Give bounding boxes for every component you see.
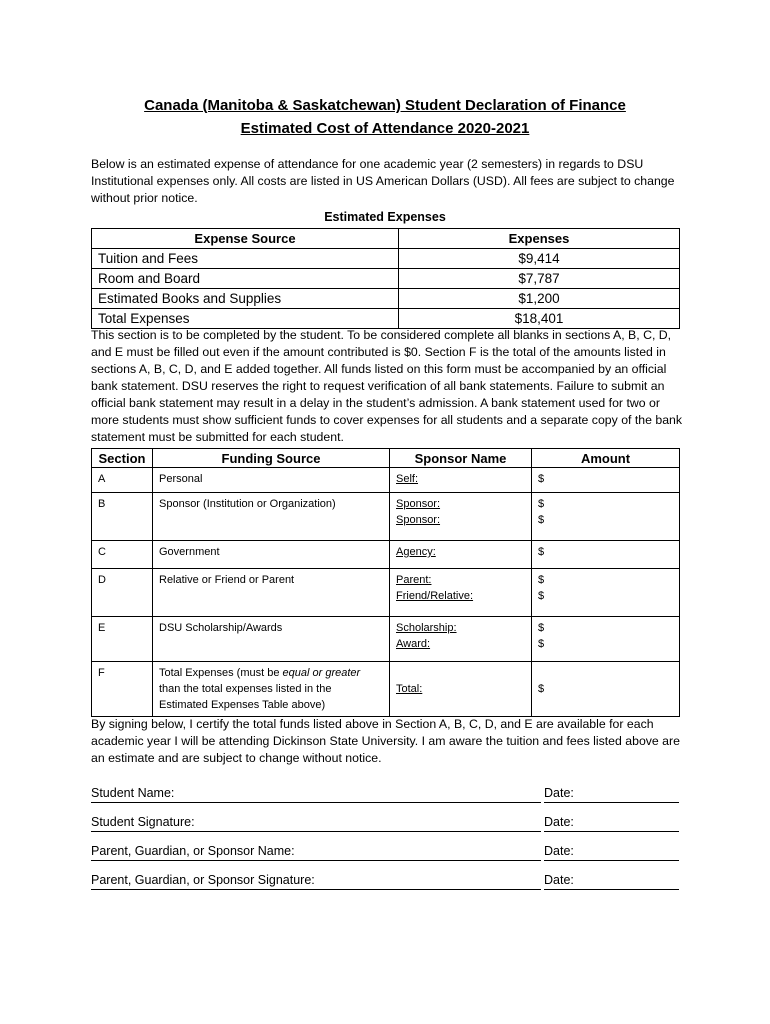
section-letter: C [92,541,153,569]
expense-source: Estimated Books and Supplies [92,289,399,309]
funding-source: Personal [153,468,390,493]
table-row [92,617,680,662]
amount-field[interactable]: $ [538,514,545,526]
award-field[interactable]: Award: [396,638,431,650]
section-letter: E [92,617,153,662]
expense-amount: $7,787 [399,269,680,289]
student-signature-label: Student Signature: [91,815,195,829]
date-field[interactable] [544,860,679,861]
funding-header-row [92,449,680,468]
document-title: Canada (Manitoba & Saskatchewan) Student Declaration of Finance [144,97,626,114]
expense-source: Room and Board [92,269,399,289]
friend-relative-field[interactable]: Friend/Relative: [396,590,474,602]
sponsor-name-header: Sponsor Name [390,449,532,468]
parent-field[interactable]: Parent: [396,574,432,586]
amount-field[interactable]: $ [538,683,545,695]
expense-amount: $1,200 [399,289,680,309]
expense-source-header: Expense Source [92,229,399,249]
expenses-amount-header: Expenses [399,229,680,249]
scholarship-field[interactable]: Scholarship: [396,622,457,634]
parent-name-line[interactable] [91,844,679,861]
agency-field[interactable]: Agency: [396,546,436,558]
funding-source: Relative or Friend or Parent [153,569,390,617]
section-letter: F [92,662,153,717]
date-label: Date: [544,786,574,800]
certification-paragraph: By signing below, I certify the total funds listed above in Section A, B, C, D, and E are available for each academic year I will be attending Dickinson State University. I am aware the tuition and fees listed above are an estimate and are subject to change without notice. [91,717,680,765]
funding-source: Total Expenses (must be equal or greater than the total expenses listed in the Estimated Expenses Table above) [153,662,390,717]
expenses-caption: Estimated Expenses [324,210,446,224]
funding-source: Sponsor (Institution or Organization) [153,493,390,541]
funding-source: DSU Scholarship/Awards [153,617,390,662]
date-field[interactable] [544,889,679,890]
section-letter: B [92,493,153,541]
student-signature-line[interactable] [91,815,679,832]
amount-field[interactable]: $ [538,574,545,586]
table-row [92,541,680,569]
section-letter: A [92,468,153,493]
table-row [92,269,680,289]
expense-source: Tuition and Fees [92,249,399,269]
parent-name-label: Parent, Guardian, or Sponsor Name: [91,844,295,858]
table-row [92,468,680,493]
table-row [92,249,680,269]
date-label: Date: [544,844,574,858]
sponsor-field[interactable]: Sponsor: [396,498,441,510]
table-row [92,309,680,329]
document-subtitle: Estimated Cost of Attendance 2020-2021 [240,120,530,137]
section-letter: D [92,569,153,617]
date-field[interactable] [544,831,679,832]
amount-field[interactable]: $ [538,622,545,634]
date-label: Date: [544,873,574,887]
date-field[interactable] [544,802,679,803]
expense-amount: $9,414 [399,249,680,269]
intro-paragraph: Below is an estimated expense of attendance for one academic year (2 semesters) in regards to DSU Institutional expenses only. All costs are listed in US American Dollars (USD). All fees are subject to change without prior notice. [91,157,675,205]
funding-table [91,448,680,717]
expenses-header-row [92,229,680,249]
table-row [92,662,680,717]
parent-signature-label: Parent, Guardian, or Sponsor Signature: [91,873,315,887]
instructions-paragraph: This section is to be completed by the student. To be considered complete all blanks in sections A, B, C, D, and E must be filled out even if the amount contributed is $0. Section F is the total of the amounts listed in sections A, B, C, D, and E added together. All funds listed on this form must be accompanied by an official bank statement. DSU reserves the right to request verification of all bank statements. Failure to submit an official bank statement may result in a delay in the student’s admission. A bank statement used for two or more students must show sufficient funds to cover expenses for all students and a separate copy of the bank statement must be submitted for each student. [91,328,683,444]
table-row [92,493,680,541]
amount-field[interactable]: $ [538,498,545,510]
amount-field[interactable]: $ [538,546,545,558]
sponsor-field[interactable]: Sponsor: [396,514,441,526]
amount-header: Amount [532,449,680,468]
student-name-label: Student Name: [91,786,175,800]
expense-amount: $18,401 [399,309,680,329]
self-field[interactable]: Self: [396,473,419,485]
expense-source: Total Expenses [92,309,399,329]
amount-field[interactable]: $ [538,473,545,485]
date-label: Date: [544,815,574,829]
expenses-table [91,228,680,329]
table-row [92,569,680,617]
funding-source-header: Funding Source [153,449,390,468]
student-name-line[interactable] [91,786,679,803]
funding-source: Government [153,541,390,569]
section-header: Section [92,449,153,468]
total-field[interactable]: Total: [396,683,423,695]
parent-signature-line[interactable] [91,873,679,890]
amount-field[interactable]: $ [538,590,545,602]
amount-field[interactable]: $ [538,638,545,650]
table-row [92,289,680,309]
